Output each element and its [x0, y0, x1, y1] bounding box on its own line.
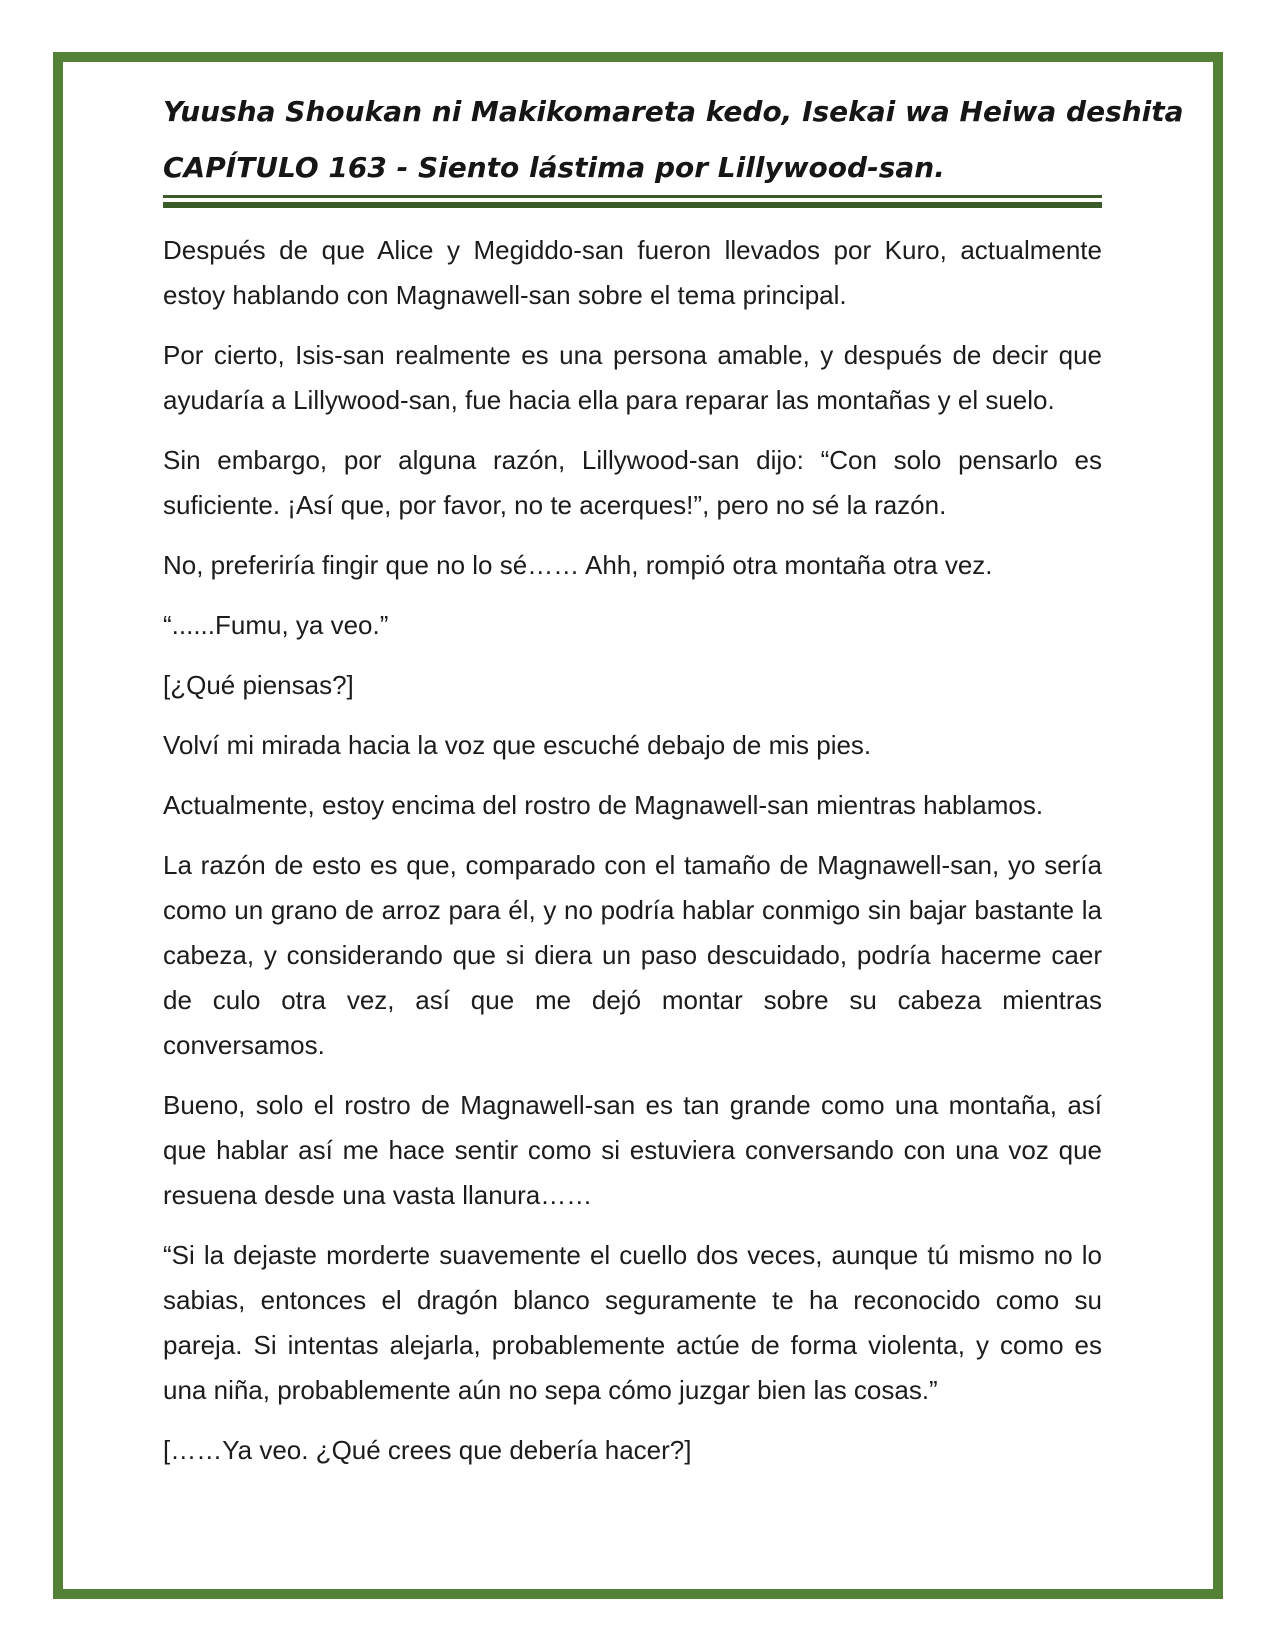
chapter-body — [163, 228, 1102, 1473]
paragraph: No, preferiría fingir que no lo sé…… Ahh, rompió otra montaña otra vez. — [163, 550, 993, 580]
paragraph: “......Fumu, ya veo.” — [163, 610, 389, 640]
heading-divider — [163, 195, 1102, 208]
paragraph: [¿Qué piensas?] — [163, 670, 354, 700]
paragraph: La razón de esto es que, comparado con el tamaño de Magnawell-san, yo sería como un grano de arroz para él, y no podría hablar conmigo sin bajar bastante la cabeza, y considerando que si diera un paso descuidado, podría hacerme caer de culo otra vez, así que me dejó montar sobre su cabeza mientras conversamos. — [163, 850, 1102, 1060]
paragraph: Después de que Alice y Megiddo-san fueron llevados por Kuro, actualmente estoy hablando con Magnawell-san sobre el tema principal. — [163, 235, 1102, 310]
paragraph: Actualmente, estoy encima del rostro de Magnawell-san mientras hablamos. — [163, 790, 1044, 820]
heading-divider-thick-line — [163, 202, 1102, 208]
document-content — [163, 95, 1184, 1473]
paragraph: Por cierto, Isis-san realmente es una persona amable, y después de decir que ayudaría a Lillywood-san, fue hacia ella para reparar las montañas y el suelo. — [163, 340, 1102, 415]
paragraph: [……Ya veo. ¿Qué crees que debería hacer?] — [163, 1435, 692, 1465]
chapter-heading: CAPÍTULO 163 - Siento lástima por Lillywood-san. — [163, 151, 945, 184]
paragraph: “Si la dejaste morderte suavemente el cuello dos veces, aunque tú mismo no lo sabias, entonces el dragón blanco seguramente te ha reconocido como su pareja. Si intentas alejarla, probablemente actúe de forma violenta, y como es una niña, probablemente aún no sepa cómo juzgar bien las cosas.” — [163, 1240, 1102, 1405]
paragraph: Sin embargo, por alguna razón, Lillywood-san dijo: “Con solo pensarlo es suficiente. ¡Así que, por favor, no te acerques!”, pero no sé la razón. — [163, 445, 1102, 520]
paragraph: Bueno, solo el rostro de Magnawell-san es tan grande como una montaña, así que hablar así me hace sentir como si estuviera conversando con una voz que resuena desde una vasta llanura…… — [163, 1090, 1102, 1210]
page-title: Yuusha Shoukan ni Makikomareta kedo, Isekai wa Heiwa deshita — [163, 95, 1184, 128]
paragraph: Volví mi mirada hacia la voz que escuché debajo de mis pies. — [163, 730, 872, 760]
heading-divider-thin-line — [163, 195, 1102, 198]
